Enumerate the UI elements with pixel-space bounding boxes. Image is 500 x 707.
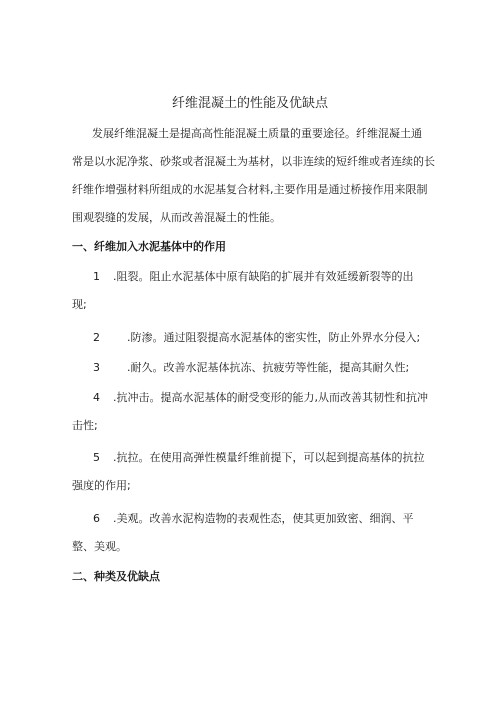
list-item-text: .耐久。改善水泥基体抗冻、抗疲劳等性能，提高其耐久性; (127, 361, 410, 374)
list-item-5-continuation: 强度的作用; (72, 479, 131, 492)
list-item-text: .美观。改善水泥构造物的表观性态，使其更加致密、细润、平 (113, 512, 414, 525)
intro-line-3: 纤维作增强材料所组成的水泥基复合材料,主要作用是通过桥接作用来限制 (72, 183, 428, 196)
list-item-5 (93, 451, 425, 465)
list-item-4-continuation: 击性; (72, 419, 98, 432)
list-item-1 (93, 270, 414, 284)
section-1-heading: 一、纤维加入水泥基体中的作用 (72, 240, 226, 253)
list-item-6 (93, 512, 414, 526)
list-item-text: .抗冲击。提高水泥基体的耐受变形的能力,从而改善其韧性和抗冲 (113, 391, 428, 404)
list-item-number: 5 (93, 451, 100, 464)
section-2-heading: 二、种类及优缺点 (72, 570, 160, 583)
list-item-number: 3 (93, 361, 100, 374)
list-item-number: 2 (93, 331, 100, 344)
intro-line-1: 发展纤维混凝土是提高高性能混凝土质量的重要途径。纤维混凝土通 (92, 127, 422, 140)
list-item-4 (93, 391, 428, 405)
list-item-3 (93, 361, 409, 375)
list-item-number: 1 (93, 270, 100, 283)
list-item-text: .抗拉。在使用高弹性模量纤维前提下，可以起到提高基体的抗拉 (113, 451, 425, 464)
list-item-text: .阻裂。阻止水泥基体中原有缺陷的扩展并有效延缓新裂等的出 (113, 270, 414, 283)
list-item-text: .防渗。通过阻裂提高水泥基体的密实性，防止外界水分侵入; (127, 331, 421, 344)
document-title: 纤维混凝土的性能及优缺点 (171, 96, 328, 111)
intro-line-2: 常是以水泥净浆、砂浆或者混凝土为基材，以非连续的短纤维或者连续的长 (72, 155, 435, 168)
list-item-6-continuation: 整、美观。 (72, 540, 127, 553)
list-item-number: 4 (93, 391, 100, 404)
list-item-number: 6 (93, 512, 100, 525)
intro-line-4: 围观裂缝的发展，从而改善混凝土的性能。 (72, 211, 281, 224)
list-item-2 (93, 331, 420, 345)
list-item-1-continuation: 现; (72, 298, 87, 311)
